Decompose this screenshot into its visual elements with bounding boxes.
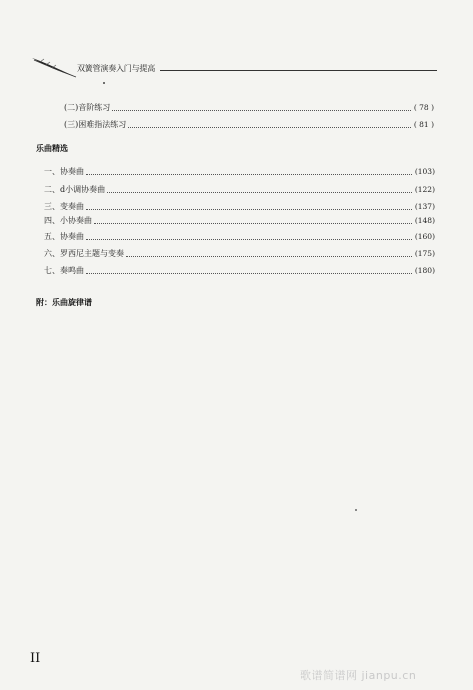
toc-entry[interactable]: [44, 247, 435, 259]
header-rule: [160, 70, 437, 71]
toc-leader-dots: [86, 174, 412, 175]
page-number: II: [30, 651, 41, 666]
running-header-title: 双簧管演奏入门与提高: [77, 64, 155, 73]
toc-entry-page: ( 78 ): [413, 103, 434, 112]
watermark-text: 歌谱简谱网 jianpu.cn: [300, 669, 417, 682]
toc-leader-dots: [86, 239, 412, 240]
toc-entry[interactable]: [64, 101, 434, 113]
toc-entry-page: (175): [414, 249, 435, 258]
toc-leader-dots: [107, 192, 412, 193]
toc-entry-label: 五、协奏曲: [44, 232, 84, 241]
toc-entry-label: (三)困难指法练习: [64, 120, 127, 129]
toc-entry[interactable]: [44, 264, 435, 276]
toc-entry-page: (180): [414, 266, 435, 275]
toc-entry-label: 七、奏鸣曲: [44, 266, 84, 275]
toc-leader-dots: [126, 256, 412, 257]
toc-entry-label: (二)音阶练习: [64, 103, 111, 112]
toc-leader-dots: [86, 273, 412, 274]
toc-entry-label: 四、小协奏曲: [44, 216, 92, 225]
section-title: 乐曲精选: [36, 144, 68, 153]
toc-entry-label: 一、协奏曲: [44, 167, 84, 176]
scan-speck: [355, 509, 357, 511]
toc-leader-dots: [94, 223, 412, 224]
toc-entry[interactable]: [44, 200, 435, 212]
toc-entry[interactable]: [44, 183, 435, 195]
toc-entry[interactable]: [44, 165, 435, 177]
appendix-title[interactable]: 附：乐曲旋律谱: [36, 298, 92, 307]
header-dot: [103, 82, 105, 84]
toc-entry-page: (160): [414, 232, 435, 241]
toc-entry-label: 三、变奏曲: [44, 202, 84, 211]
quill-decoration-icon: [30, 54, 80, 80]
toc-leader-dots: [128, 127, 411, 128]
toc-entry-page: (103): [414, 167, 435, 176]
toc-entry-label: 六、罗西尼主题与变奏: [44, 249, 124, 258]
toc-entry-page: ( 81 ): [413, 120, 434, 129]
toc-entry-page: (137): [414, 202, 435, 211]
toc-entry-label: 二、d小调协奏曲: [44, 185, 106, 194]
toc-entry-page: (122): [414, 185, 435, 194]
toc-leader-dots: [112, 110, 411, 111]
toc-entry[interactable]: [64, 118, 434, 130]
toc-leader-dots: [86, 209, 412, 210]
toc-entry[interactable]: [44, 214, 435, 226]
toc-entry-page: (148): [414, 216, 435, 225]
toc-entry[interactable]: [44, 230, 435, 242]
